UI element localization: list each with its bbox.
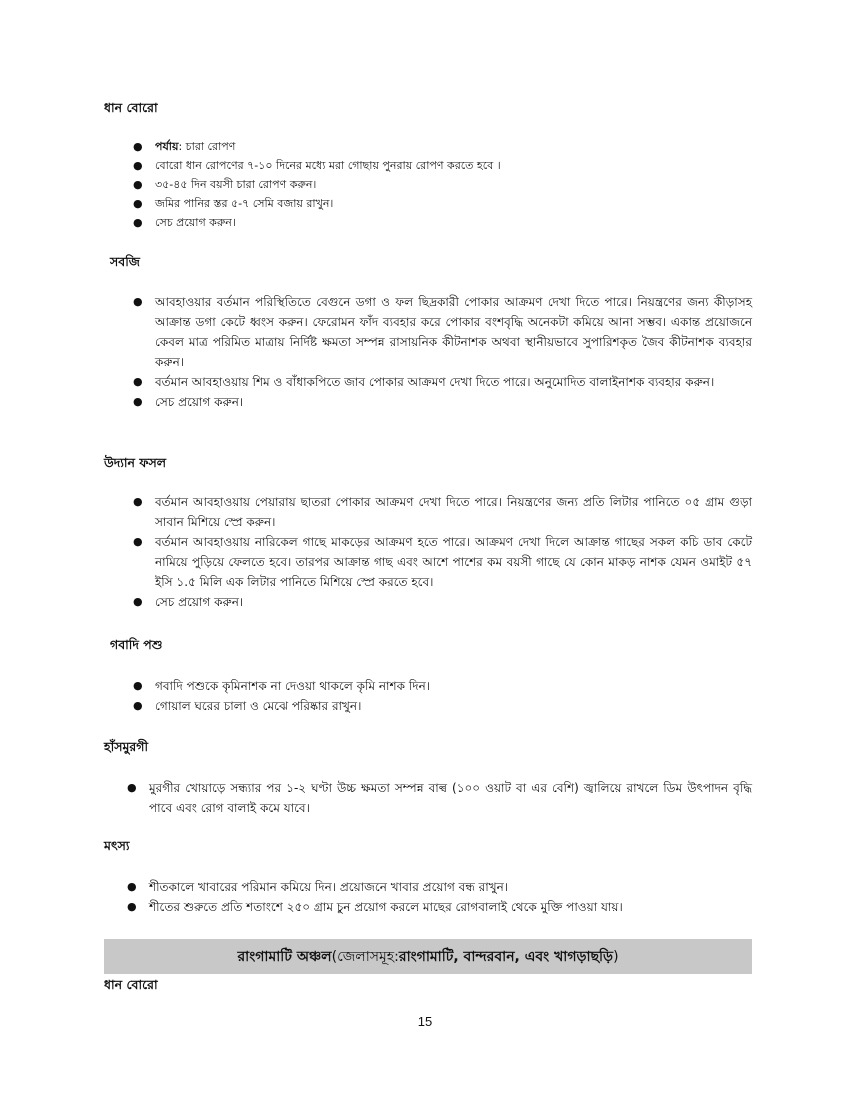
banner-open: (জেলাসমূহ: <box>331 948 399 965</box>
boro-list <box>133 137 735 232</box>
bullet-icon: ● <box>133 595 143 608</box>
list-item: ● ৩৫-৪৫ দিন বয়সী চারা রোপণ করুন। <box>155 175 735 194</box>
region-banner <box>104 939 752 974</box>
section-title-boro: ধান বোরো <box>104 100 158 115</box>
list-item: ● বর্তমান আবহাওয়ায় পেয়ারায় ছাতরা পোকার আক্রমণ দেখা দিতে পারে। নিয়ন্ত্রণের জন্য প্রতি লিটার পানিতে ০৫ গ্রাম গুড়া সাবান মিশিয়ে স্প্রে করুন। <box>155 492 752 532</box>
list-item: ● পর্যায়: চারা রোপণ <box>155 137 735 156</box>
bullet-icon: ● <box>133 295 143 308</box>
banner-close: ) <box>613 948 619 965</box>
bullet-icon: ● <box>133 495 143 508</box>
bullet-icon: ● <box>133 535 143 548</box>
bullet-icon: ● <box>127 900 137 913</box>
list-item: ● মুরগীর খোয়াড়ে সন্ধ্যার পর ১-২ ঘণ্টা উচ্চ ক্ষমতা সম্পন্ন বাল্ব (১০০ ওয়াট বা এর বেশি) জ্বালিয়ে রাখলে ডিম উৎপাদন বৃদ্ধি পাবে এবং রোগ বালাই কমে যাবে। <box>149 778 752 818</box>
bullet-icon: ● <box>133 178 143 191</box>
section-title-vegetables: সবজি <box>110 254 140 269</box>
section-title-poultry: হাঁসমুরগী <box>104 739 149 754</box>
section-title-fish: মৎস্য <box>104 838 130 853</box>
list-item: ● গবাদি পশুকে কৃমিনাশক না দেওয়া থাকলে কৃমি নাশক দিন। <box>155 676 752 696</box>
list-item: ● গোয়াল ঘরের চালা ও মেঝে পরিষ্কার রাখুন। <box>155 696 752 716</box>
fish-list <box>127 877 752 917</box>
page-number: 15 <box>417 1014 433 1029</box>
bullet-icon: ● <box>133 197 143 210</box>
bullet-icon: ● <box>133 699 143 712</box>
list-item: ● সেচ প্রয়োগ করুন। <box>155 213 735 232</box>
list-item: ● আবহাওয়ার বর্তমান পরিস্থিতিতে বেগুনে ডগা ও ফল ছিদ্রকারী পোকার আক্রমণ দেখা দিতে পারে। নিয়ন্ত্রণের জন্য কীড়াসহ আক্রান্ত ডগা কেটে ধ্বংস করুন। ফেরোমন ফাঁদ ব্যবহার করে পোকার বংশবৃদ্ধি অনেকটা কমিয়ে আনা সম্ভব। একান্ত প্রয়োজনে কেবল মাত্র পরিমিত মাত্রায় নির্দিষ্ট ক্ষমতা সম্পন্ন রাসায়নিক কীটনাশক অথবা স্থানীয়ভাবে সুপারিশকৃত জৈব কীটনাশক ব্যবহার করুন। <box>155 292 752 372</box>
list-item: ● বর্তমান আবহাওয়ায় শিম ও বাঁধাকপিতে জাব পোকার আক্রমণ দেখা দিতে পারে। অনুমোদিত বালাইনাশক ব্যবহার করুন। <box>155 372 752 392</box>
bullet-icon: ● <box>133 216 143 229</box>
bullet-icon: ● <box>133 395 143 408</box>
livestock-list <box>133 676 752 716</box>
bullet-icon: ● <box>133 140 143 153</box>
poultry-list <box>127 778 752 818</box>
list-item: ● সেচ প্রয়োগ করুন। <box>155 592 752 612</box>
region-name: রাংগামাটি অঞ্চল <box>237 948 332 965</box>
bullet-icon: ● <box>133 375 143 388</box>
list-item: ● বোরো ধান রোপণের ৭-১০ দিনের মধ্যে মরা গোছায় পুনরায় রোপণ করতে হবে । <box>155 156 735 175</box>
section-title-boro-rangamati: ধান বোরো <box>104 977 158 992</box>
bullet-icon: ● <box>127 781 137 794</box>
horticulture-list <box>133 492 752 612</box>
bullet-icon: ● <box>133 159 143 172</box>
list-item: ● শীতকালে খাবারের পরিমান কমিয়ে দিন। প্রয়োজনে খাবার প্রয়োগ বন্ধ রাখুন। <box>149 877 752 897</box>
list-item: ● শীতের শুরুতে প্রতি শতাংশে ২৫০ গ্রাম চুন প্রয়োগ করলে মাছের রোগবালাই থেকে মুক্তি পাওয়া যায়। <box>149 897 752 917</box>
region-districts: রাংগামাটি, বান্দরবান, এবং খাগড়াছড়ি <box>398 948 614 965</box>
list-item: ● বর্তমান আবহাওয়ায় নারিকেল গাছে মাকড়ের আক্রমণ হতে পারে। আক্রমণ দেখা দিলে আক্রান্ত গাছের সকল কচি ডাব কেটে নামিয়ে পুড়িয়ে ফেলতে হবে। তারপর আক্রান্ত গাছ এবং আশে পাশের কম বয়সী গাছে যে কোন মাকড় নাশক যেমন ওমাইট ৫৭ ইসি ১.৫ মিলি এক লিটার পানিতে মিশিয়ে স্প্রে করতে হবে। <box>155 532 752 592</box>
vegetables-list <box>133 292 752 412</box>
list-item: ● জমির পানির স্তর ৫-৭ সেমি বজায় রাখুন। <box>155 194 735 213</box>
section-title-livestock: গবাদি পশু <box>110 637 163 652</box>
list-item: ● সেচ প্রয়োগ করুন। <box>155 392 752 412</box>
section-title-horticulture: উদ্যান ফসল <box>104 455 167 470</box>
bullet-icon: ● <box>127 880 137 893</box>
bullet-icon: ● <box>133 679 143 692</box>
